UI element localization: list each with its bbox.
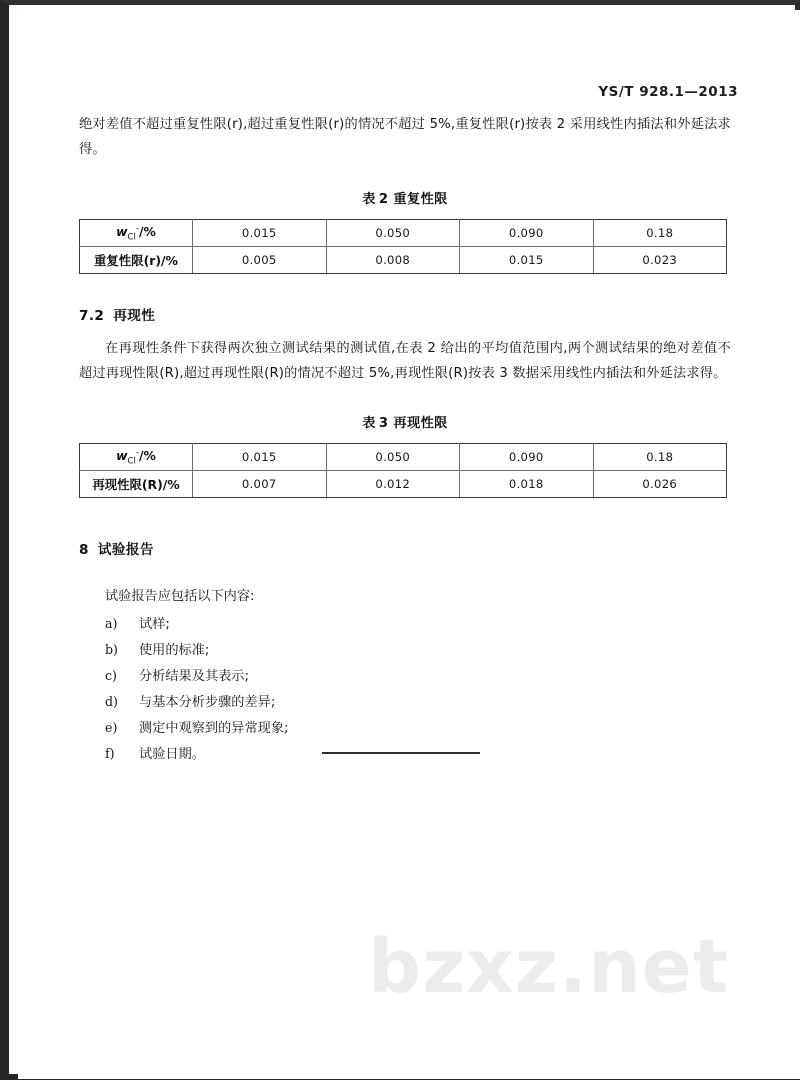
list-item-text: 与基本分析步骤的差异; — [139, 695, 276, 710]
list-item-text: 试样; — [139, 617, 170, 632]
table2-symbol-w: w — [116, 224, 128, 239]
table2-symbol-sup: - — [135, 223, 140, 234]
report-item-list — [79, 611, 731, 767]
table3-r2c3: 0.018 — [460, 471, 594, 498]
table2-r1c3: 0.090 — [460, 220, 594, 247]
table2-symbol-unit: /% — [139, 224, 156, 239]
table3-r2c2: 0.012 — [326, 471, 460, 498]
table3-r2c1: 0.007 — [193, 471, 327, 498]
section-7-2-title: 再现性 — [113, 308, 156, 324]
list-item-text: 试验日期。 — [139, 747, 205, 762]
table2-caption-number: 2 — [378, 192, 389, 207]
list-item-marker: c) — [105, 668, 117, 683]
table-row — [80, 220, 727, 247]
list-item-marker: e) — [105, 720, 118, 735]
table3-r2c4: 0.026 — [593, 471, 727, 498]
list-item — [79, 637, 731, 663]
watermark-text: bzxz.net — [368, 924, 730, 1010]
table2-row1-label — [80, 220, 193, 247]
list-item-marker: b) — [105, 642, 118, 657]
list-item-marker: f) — [105, 746, 115, 761]
paragraph-repeatability-continuation: 绝对差值不超过重复性限(r),超过重复性限(r)的情况不超过 5%,重复性限(r)按表 2 采用线性内插法和外延法求得。 — [79, 117, 731, 157]
section-8-title: 试验报告 — [97, 542, 154, 558]
report-list-lead: 试验报告应包括以下内容: — [105, 589, 255, 604]
table2-caption-title: 重复性限 — [393, 192, 448, 207]
list-item — [79, 715, 731, 741]
list-item — [79, 689, 731, 715]
table3-symbol-sup: - — [135, 447, 140, 458]
table-row — [80, 444, 727, 471]
table2-r1c1: 0.015 — [193, 220, 327, 247]
list-item — [79, 611, 731, 637]
table3-caption-title: 再现性限 — [393, 416, 448, 431]
table-repeatability-limit — [79, 219, 727, 274]
document-content — [79, 112, 731, 767]
standard-code-header: YS/T 928.1—2013 — [598, 84, 738, 100]
table3-symbol-w: w — [116, 448, 128, 463]
end-of-document-rule — [322, 752, 480, 754]
table3-r1c2: 0.050 — [326, 444, 460, 471]
list-item-marker: d) — [105, 694, 118, 709]
list-item-marker: a) — [105, 616, 118, 631]
table2-r2c4: 0.023 — [593, 247, 727, 274]
section-7-2-number: 7.2 — [79, 308, 105, 324]
table2-caption-label: 表 — [362, 192, 376, 207]
list-item-text: 测定中观察到的异常现象; — [139, 721, 289, 736]
table-row — [80, 247, 727, 274]
section-heading-8 — [79, 538, 731, 558]
table-reproducibility-limit — [79, 443, 727, 498]
table3-row1-label — [80, 444, 193, 471]
table2-r2c1: 0.005 — [193, 247, 327, 274]
table2-r1c4: 0.18 — [593, 220, 727, 247]
list-item — [79, 741, 731, 767]
list-item — [79, 663, 731, 689]
list-item-text: 分析结果及其表示; — [139, 669, 249, 684]
table3-row2-label: 再现性限(R)/% — [80, 471, 193, 498]
table3-caption-number: 3 — [378, 416, 389, 431]
table2-row2-label: 重复性限(r)/% — [80, 247, 193, 274]
table3-symbol-unit: /% — [139, 448, 156, 463]
section-8-number: 8 — [79, 542, 89, 558]
table3-caption — [79, 412, 731, 431]
table2-r2c2: 0.008 — [326, 247, 460, 274]
table2-r1c2: 0.050 — [326, 220, 460, 247]
list-item-text: 使用的标准; — [139, 643, 210, 658]
table3-r1c4: 0.18 — [593, 444, 727, 471]
table3-r1c1: 0.015 — [193, 444, 327, 471]
table2-caption — [79, 188, 731, 207]
table3-r1c3: 0.090 — [460, 444, 594, 471]
table3-caption-label: 表 — [362, 416, 376, 431]
section-heading-7-2 — [79, 304, 731, 324]
table2-r2c3: 0.015 — [460, 247, 594, 274]
table3-symbol-sub: Cl — [127, 456, 136, 467]
paragraph-reproducibility: 在再现性条件下获得两次独立测试结果的测试值,在表 2 给出的平均值范围内,两个测试结果的绝对差值不超过再现性限(R),超过再现性限(R)的情况不超过 5%,再现性限(R)按表 3 数据采用线性内插法和外延法求得。 — [79, 341, 731, 381]
table2-symbol-sub: Cl — [127, 232, 136, 243]
table-row — [80, 471, 727, 498]
